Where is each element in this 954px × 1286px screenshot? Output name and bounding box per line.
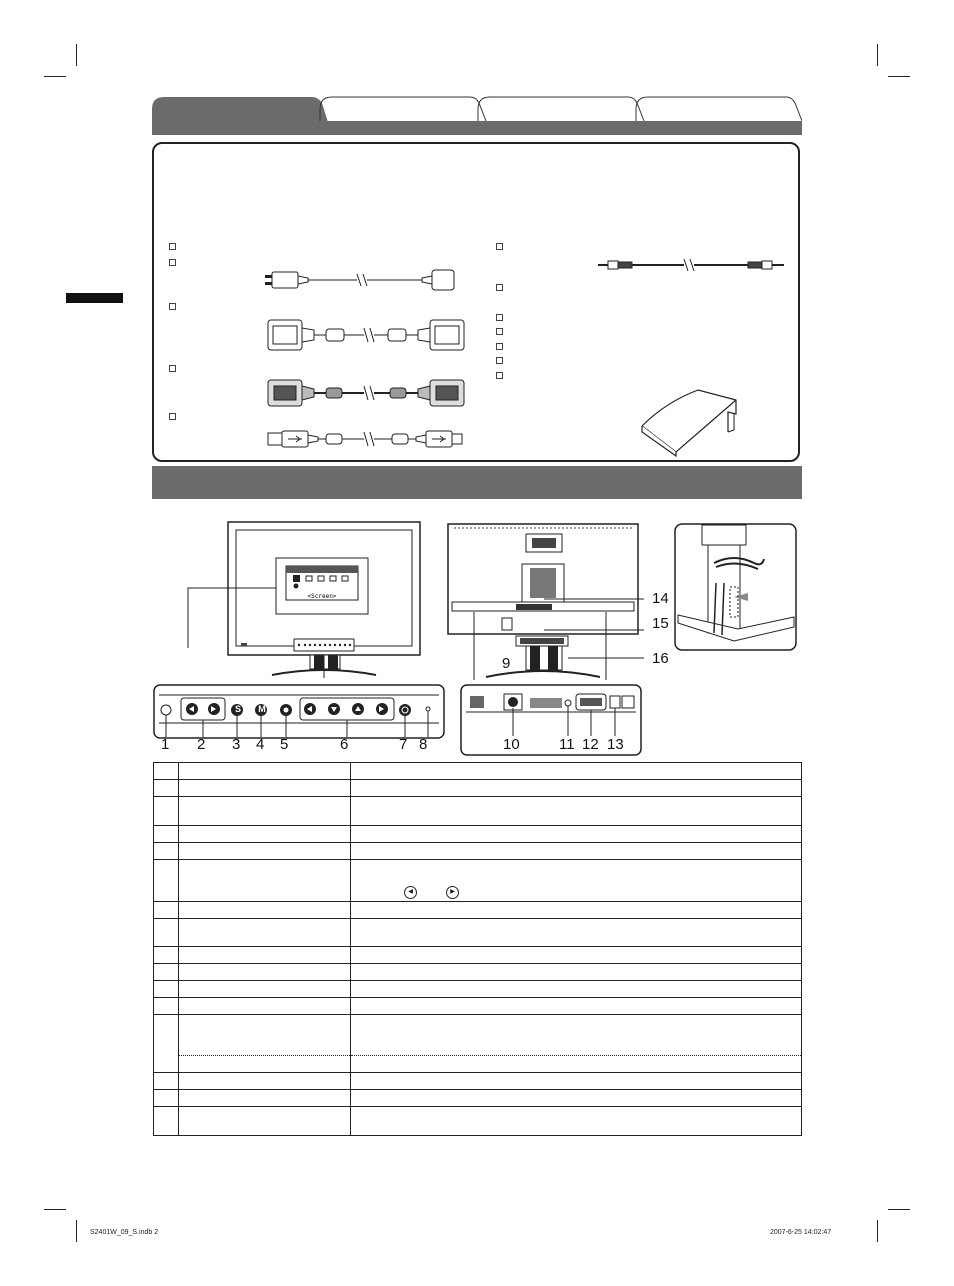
callout-8: 8 xyxy=(419,736,428,753)
table-cell xyxy=(351,780,802,797)
callout-13: 13 xyxy=(607,736,624,753)
callout-14: 14 xyxy=(652,590,669,607)
table-row xyxy=(154,826,802,843)
table-row xyxy=(154,1107,802,1136)
table-cell xyxy=(179,1073,351,1090)
cable-routing-closeup xyxy=(674,523,798,651)
left-arrow-icon: ◀ xyxy=(404,886,417,899)
checkbox-icon xyxy=(169,303,176,310)
table-cell xyxy=(154,780,179,797)
right-arrow-icon: ▶ xyxy=(446,886,459,899)
dotted-divider xyxy=(179,1055,350,1056)
checkbox-icon xyxy=(169,259,176,266)
table-cell xyxy=(179,763,351,780)
table-cell xyxy=(351,998,802,1015)
table-row xyxy=(154,780,802,797)
table-row xyxy=(154,998,802,1015)
table-cell xyxy=(154,1073,179,1090)
crop-mark xyxy=(877,1220,878,1242)
table-cell xyxy=(179,1015,351,1073)
checkbox-icon xyxy=(169,413,176,420)
table-cell xyxy=(154,902,179,919)
callout-16: 16 xyxy=(652,650,669,667)
checkbox-icon xyxy=(169,365,176,372)
table-cell xyxy=(351,902,802,919)
monitor-front-illustration xyxy=(152,518,442,678)
monitor-rear-illustration xyxy=(446,520,686,680)
table-row xyxy=(154,919,802,947)
table-cell xyxy=(351,797,802,826)
table-row xyxy=(154,964,802,981)
table-cell xyxy=(179,826,351,843)
table-row xyxy=(154,860,802,902)
checkbox-icon xyxy=(496,243,503,250)
callout-7: 7 xyxy=(399,736,408,753)
footer-timestamp: 2007-6-25 14:02:47 xyxy=(770,1229,832,1236)
table-cell xyxy=(154,843,179,860)
crop-mark xyxy=(888,1209,910,1210)
table-cell xyxy=(351,964,802,981)
cable-holder-illustration xyxy=(636,386,746,458)
callout-9: 9 xyxy=(502,655,511,672)
table-cell xyxy=(179,998,351,1015)
callout-1: 1 xyxy=(161,736,170,753)
power-cord-illustration xyxy=(262,266,462,296)
tab xyxy=(636,97,802,121)
table-cell xyxy=(351,843,802,860)
table-row xyxy=(154,947,802,964)
callout-10: 10 xyxy=(503,736,520,753)
checkbox-icon xyxy=(496,328,503,335)
section-marker xyxy=(66,293,123,303)
table-cell xyxy=(154,981,179,998)
dvi-cable-illustration xyxy=(266,316,466,356)
crop-mark xyxy=(44,1209,66,1210)
parts-table xyxy=(153,762,802,1136)
m-button-glyph: M xyxy=(258,704,266,714)
table-row xyxy=(154,902,802,919)
table-cell xyxy=(351,919,802,947)
table-cell xyxy=(154,763,179,780)
table-cell xyxy=(351,826,802,843)
table-cell xyxy=(154,964,179,981)
callout-12: 12 xyxy=(582,736,599,753)
table-cell xyxy=(179,981,351,998)
section-header-bar xyxy=(152,466,802,499)
table-row xyxy=(154,763,802,780)
table-cell xyxy=(351,1073,802,1090)
callout-5: 5 xyxy=(280,736,289,753)
table-row xyxy=(154,1090,802,1107)
footer-filename: S2401W_09_S.indb 2 xyxy=(90,1229,159,1236)
crop-mark xyxy=(76,1220,77,1242)
callout-3: 3 xyxy=(232,736,241,753)
table-cell xyxy=(154,826,179,843)
table-cell xyxy=(154,797,179,826)
table-cell xyxy=(179,902,351,919)
audio-cable-illustration xyxy=(596,258,786,272)
table-cell xyxy=(179,919,351,947)
table-cell xyxy=(154,919,179,947)
callout-6: 6 xyxy=(340,736,349,753)
tab xyxy=(478,97,644,121)
tab-bar xyxy=(152,121,802,135)
table-cell xyxy=(179,1090,351,1107)
table-cell xyxy=(179,860,351,902)
crop-mark xyxy=(76,44,77,66)
front-buttons-closeup xyxy=(153,684,445,740)
crop-mark xyxy=(888,76,910,77)
table-cell xyxy=(179,947,351,964)
table-cell xyxy=(351,981,802,998)
table-cell xyxy=(351,947,802,964)
table-cell xyxy=(154,1015,179,1073)
table-row xyxy=(154,1015,802,1073)
table-cell xyxy=(154,860,179,902)
table-row xyxy=(154,797,802,826)
table-cell xyxy=(154,998,179,1015)
callout-2: 2 xyxy=(197,736,206,753)
table-cell xyxy=(351,1015,802,1073)
table-cell xyxy=(154,947,179,964)
table-cell xyxy=(351,1107,802,1136)
table-cell xyxy=(179,780,351,797)
s-button-glyph: S xyxy=(234,704,241,714)
usb-cable-illustration xyxy=(266,428,466,450)
table-cell xyxy=(351,860,802,902)
table-cell xyxy=(179,1107,351,1136)
table-cell xyxy=(351,763,802,780)
checkbox-icon xyxy=(496,343,503,350)
dotted-divider xyxy=(351,1055,801,1056)
table-cell xyxy=(154,1090,179,1107)
checkbox-icon xyxy=(496,314,503,321)
checkbox-icon xyxy=(496,357,503,364)
tab xyxy=(320,97,486,121)
crop-mark xyxy=(44,76,66,77)
callout-11: 11 xyxy=(559,736,575,753)
table-cell xyxy=(179,797,351,826)
checkbox-icon xyxy=(496,372,503,379)
callout-4: 4 xyxy=(256,736,265,753)
table-cell xyxy=(351,1090,802,1107)
checkbox-icon xyxy=(169,243,176,250)
table-row xyxy=(154,843,802,860)
table-cell xyxy=(179,964,351,981)
table-cell xyxy=(179,843,351,860)
table-row xyxy=(154,1073,802,1090)
table-cell xyxy=(154,1107,179,1136)
callout-15: 15 xyxy=(652,615,669,632)
checkbox-icon xyxy=(496,284,503,291)
table-row xyxy=(154,981,802,998)
dsub-cable-illustration xyxy=(266,377,466,409)
osd-caption: <Screen> xyxy=(307,593,337,600)
crop-mark xyxy=(877,44,878,66)
